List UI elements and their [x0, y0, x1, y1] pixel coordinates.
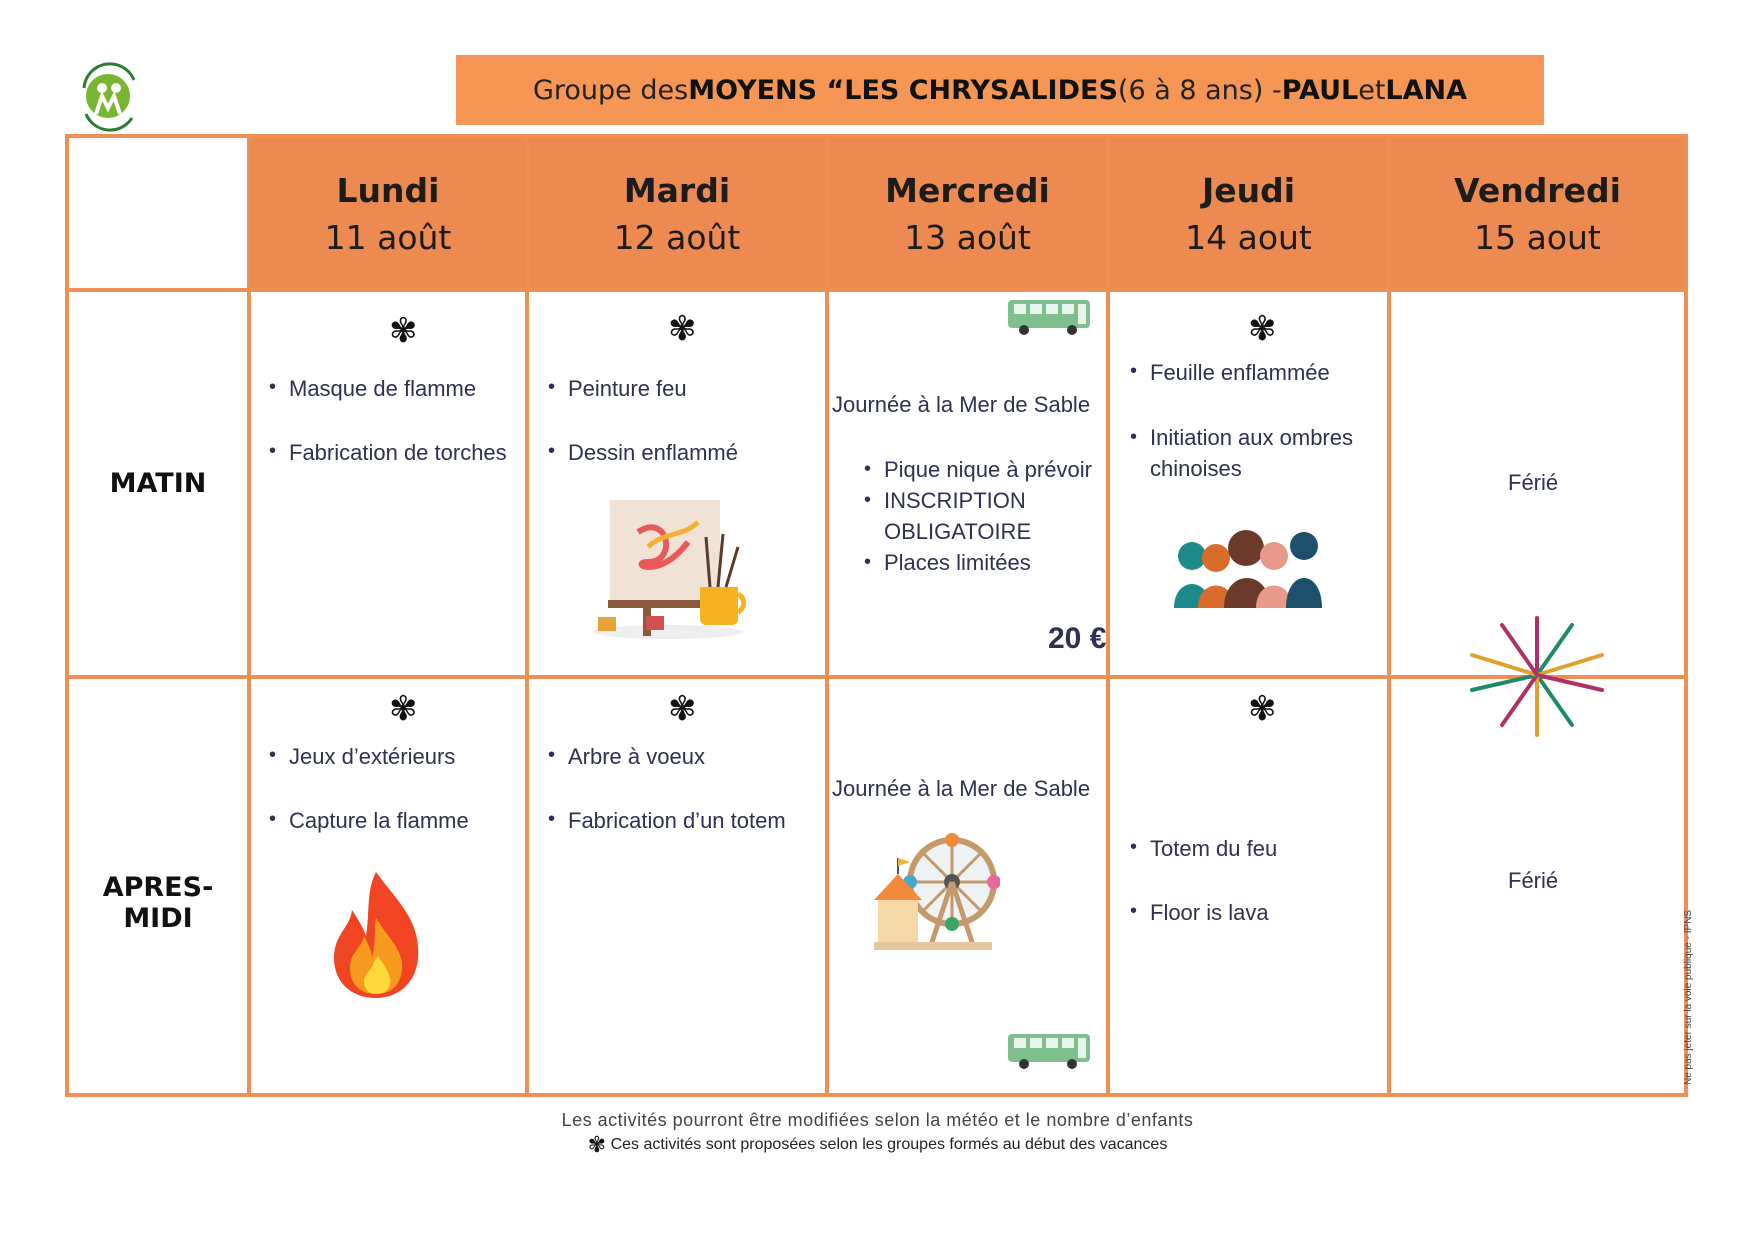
page-title: Groupe des MOYENS “LES CHRYSALIDES (6 à 8 ans) - PAUL et LANA: [456, 55, 1544, 125]
group-activity-flower-icon: ✾: [389, 690, 418, 728]
day-date: 13 août: [904, 218, 1031, 257]
activity-list-lundi-afternoon: [247, 744, 469, 834]
list-item: • Places limitées: [864, 547, 1109, 578]
day-name: Mardi: [623, 171, 731, 210]
holiday-label: Férié: [1508, 470, 1559, 495]
row-label-morning: MATIN: [109, 468, 207, 499]
header-lundi: [251, 138, 525, 290]
grid-line: [65, 288, 1688, 292]
grid-line: [1387, 134, 1391, 1097]
list-item: • Fabrication d’un totem: [548, 808, 786, 834]
list-item: • Pique nique à prévoir: [864, 454, 1109, 485]
grid-line: [825, 134, 829, 1097]
shadow-silhouettes-icon: [1170, 528, 1330, 608]
group-activity-flower-icon: ✾: [587, 1132, 607, 1157]
group-activity-flower-icon: ✾: [389, 312, 418, 350]
group-activity-flower-icon: ✾: [1248, 310, 1277, 348]
list-item: • Peinture feu: [548, 376, 738, 402]
header-jeudi: [1110, 138, 1387, 290]
group-activity-flower-icon: ✾: [1248, 690, 1277, 728]
side-note: Ne pas jeter sur la voie publique - IPNS: [1683, 909, 1694, 1085]
outing-title: Journée à la Mer de Sable: [832, 392, 1091, 417]
holiday-label: Férié: [1508, 868, 1559, 893]
group-activity-flower-icon: ✾: [668, 310, 697, 348]
day-date: 12 août: [613, 218, 741, 257]
activity-list-mercredi-morning: [842, 454, 1109, 578]
day-name: Lundi: [336, 171, 440, 210]
price-badge: 20 €: [1048, 622, 1107, 655]
amusement-park-icon: [870, 830, 1000, 955]
list-item: • Feuille enflammée: [1130, 360, 1400, 386]
list-item: • Floor is lava: [1130, 900, 1277, 926]
day-date: 15 aout: [1474, 218, 1601, 257]
painting-easel-icon: [588, 492, 748, 642]
grid-line: [247, 134, 251, 1097]
header-mardi: [529, 138, 825, 290]
list-item: • Totem du feu: [1130, 836, 1277, 862]
activity-list-jeudi-morning: [1108, 360, 1400, 484]
list-item: • Jeux d’extérieurs: [269, 744, 469, 770]
bus-icon: [1006, 296, 1094, 336]
group-activity-flower-icon: ✾: [668, 690, 697, 728]
activity-list-jeudi-afternoon: [1108, 836, 1277, 926]
list-item: • Capture la flamme: [269, 808, 469, 834]
list-item: • INSCRIPTION OBLIGATOIRE: [864, 485, 1044, 547]
activity-list-mardi-afternoon: [526, 744, 786, 834]
day-date: 11 août: [324, 218, 452, 257]
list-item: • Initiation aux ombres chinoises: [1130, 422, 1400, 484]
day-name: Vendredi: [1454, 171, 1621, 210]
footer-note: Les activités pourront être modifiées selon la météo et le nombre d’enfants: [561, 1110, 1194, 1130]
activity-list-lundi-morning: [247, 376, 507, 466]
list-item: • Fabrication de torches: [269, 440, 507, 466]
list-item: • Arbre à voeux: [548, 744, 786, 770]
header-mercredi: [829, 138, 1106, 290]
day-name: Jeudi: [1201, 171, 1296, 210]
list-item: • Dessin enflammé: [548, 440, 738, 466]
day-name: Mercredi: [885, 171, 1050, 210]
row-label-afternoon: APRES-MIDI: [102, 872, 214, 934]
footer-legend-text: Ces activités sont proposées selon les groupes formés au début des vacances: [610, 1136, 1168, 1153]
grid-line: [1106, 134, 1110, 1097]
grid-line: [525, 134, 529, 1097]
outing-title: Journée à la Mer de Sable: [832, 776, 1091, 801]
footer-legend: [0, 1132, 1755, 1158]
flame-icon: [326, 870, 426, 1000]
grid-line: [65, 675, 1688, 679]
fireworks-icon: [1462, 610, 1612, 740]
bus-icon: [1006, 1030, 1094, 1070]
activity-list-mardi-morning: [526, 376, 738, 466]
centre-social-logo: [64, 58, 152, 134]
day-date: 14 aout: [1185, 218, 1312, 257]
list-item: • Masque de flamme: [269, 376, 507, 402]
header-vendredi: [1391, 138, 1684, 290]
